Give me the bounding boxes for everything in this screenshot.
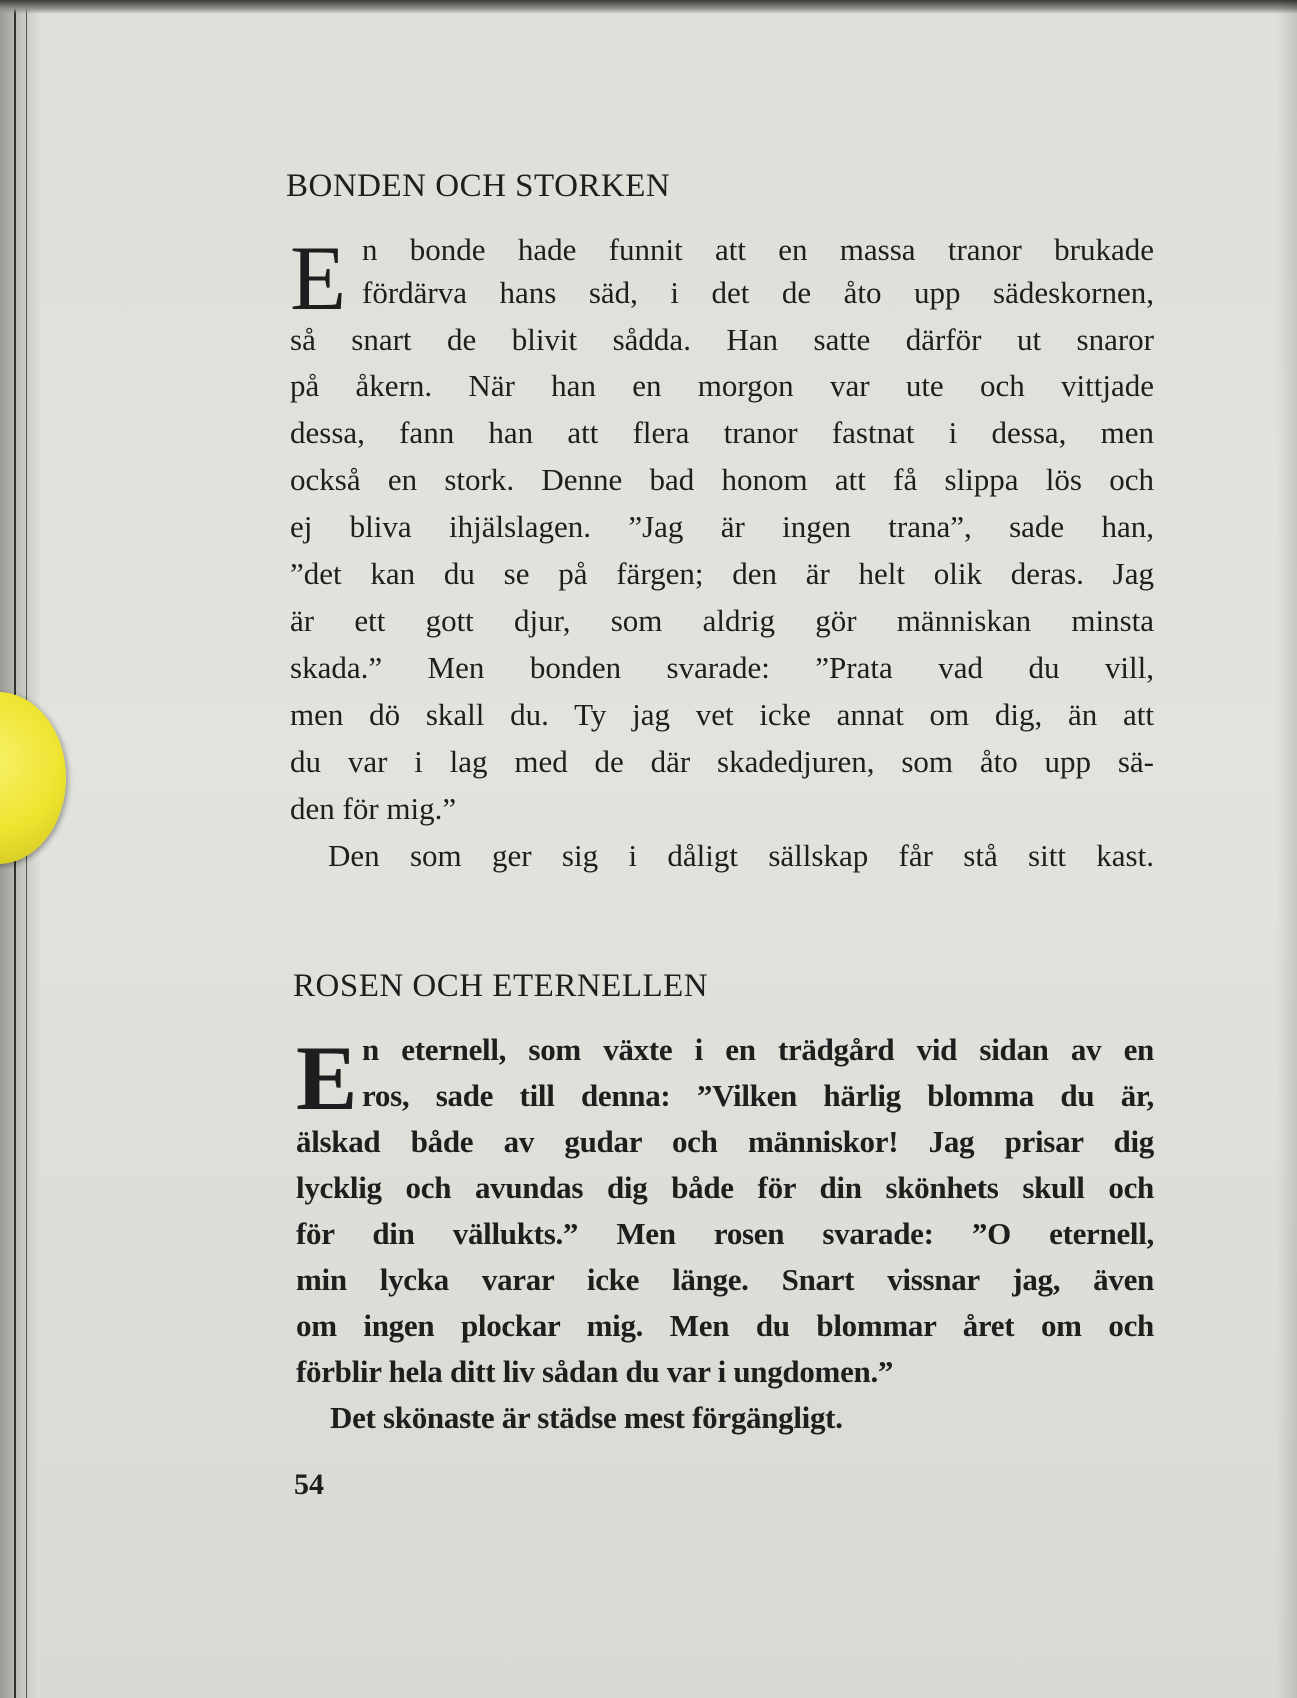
page-right-edge [1277,0,1297,1698]
fable-moral: Det skönaste är städse mest förgängligt. [330,1400,843,1435]
text-line: på åkern. När han en morgon var ute och vittjade [290,368,1154,403]
page-top-edge [0,0,1297,14]
text-line: är ett gott djur, som aldrig gör människan minsta [290,603,1154,638]
text-line: så snart de blivit sådda. Han satte därför ut snaror [290,322,1154,357]
text-line: om ingen plockar mig. Men du blommar året om och [296,1308,1154,1343]
text-line: förblir hela ditt liv sådan du var i ungdomen.” [296,1354,894,1389]
page-number: 54 [294,1468,324,1501]
fable-title: BONDEN OCH STORKEN [286,168,671,204]
text-line: dessa, fann han att flera tranor fastnat i dessa, men [290,415,1154,450]
text-line: ej bliva ihjälslagen. ”Jag är ingen trana”, sade han, [290,509,1154,544]
text-line: ”det kan du se på färgen; den är helt olik deras. Jag [290,556,1154,591]
text-line: men dö skall du. Ty jag vet icke annat om dig, än att [290,697,1154,732]
fable-title: ROSEN OCH ETERNELLEN [293,968,709,1004]
text-line: du var i lag med de där skadedjuren, som åto upp sä- [290,744,1154,779]
text-line: den för mig.” [290,791,457,826]
yellow-marker [0,692,66,864]
drop-cap: E [290,227,347,329]
drop-cap: E [296,1027,358,1129]
text-line: lycklig och avundas dig både för din skönhets skull och [296,1170,1154,1205]
fable-moral: Den som ger sig i dåligt sällskap får stå sitt kast. [328,838,1154,873]
text-line: älskad både av gudar och människor! Jag prisar dig [296,1124,1154,1159]
text-line: ros, sade till denna: ”Vilken härlig blomma du är, [362,1078,1154,1113]
text-line: också en stork. Denne bad honom att få slippa lös och [290,462,1154,497]
text-line: för din vällukts.” Men rosen svarade: ”O eternell, [296,1216,1154,1251]
text-line: n eternell, som växte i en trädgård vid sidan av en [362,1032,1154,1067]
text-line: min lycka varar icke länge. Snart vissnar jag, även [296,1262,1154,1297]
text-line: n bonde hade funnit att en massa tranor brukade [362,232,1154,267]
text-line: fördärva hans säd, i det de åto upp sädeskornen, [362,275,1154,310]
text-line: skada.” Men bonden svarade: ”Prata vad du vill, [290,650,1154,685]
